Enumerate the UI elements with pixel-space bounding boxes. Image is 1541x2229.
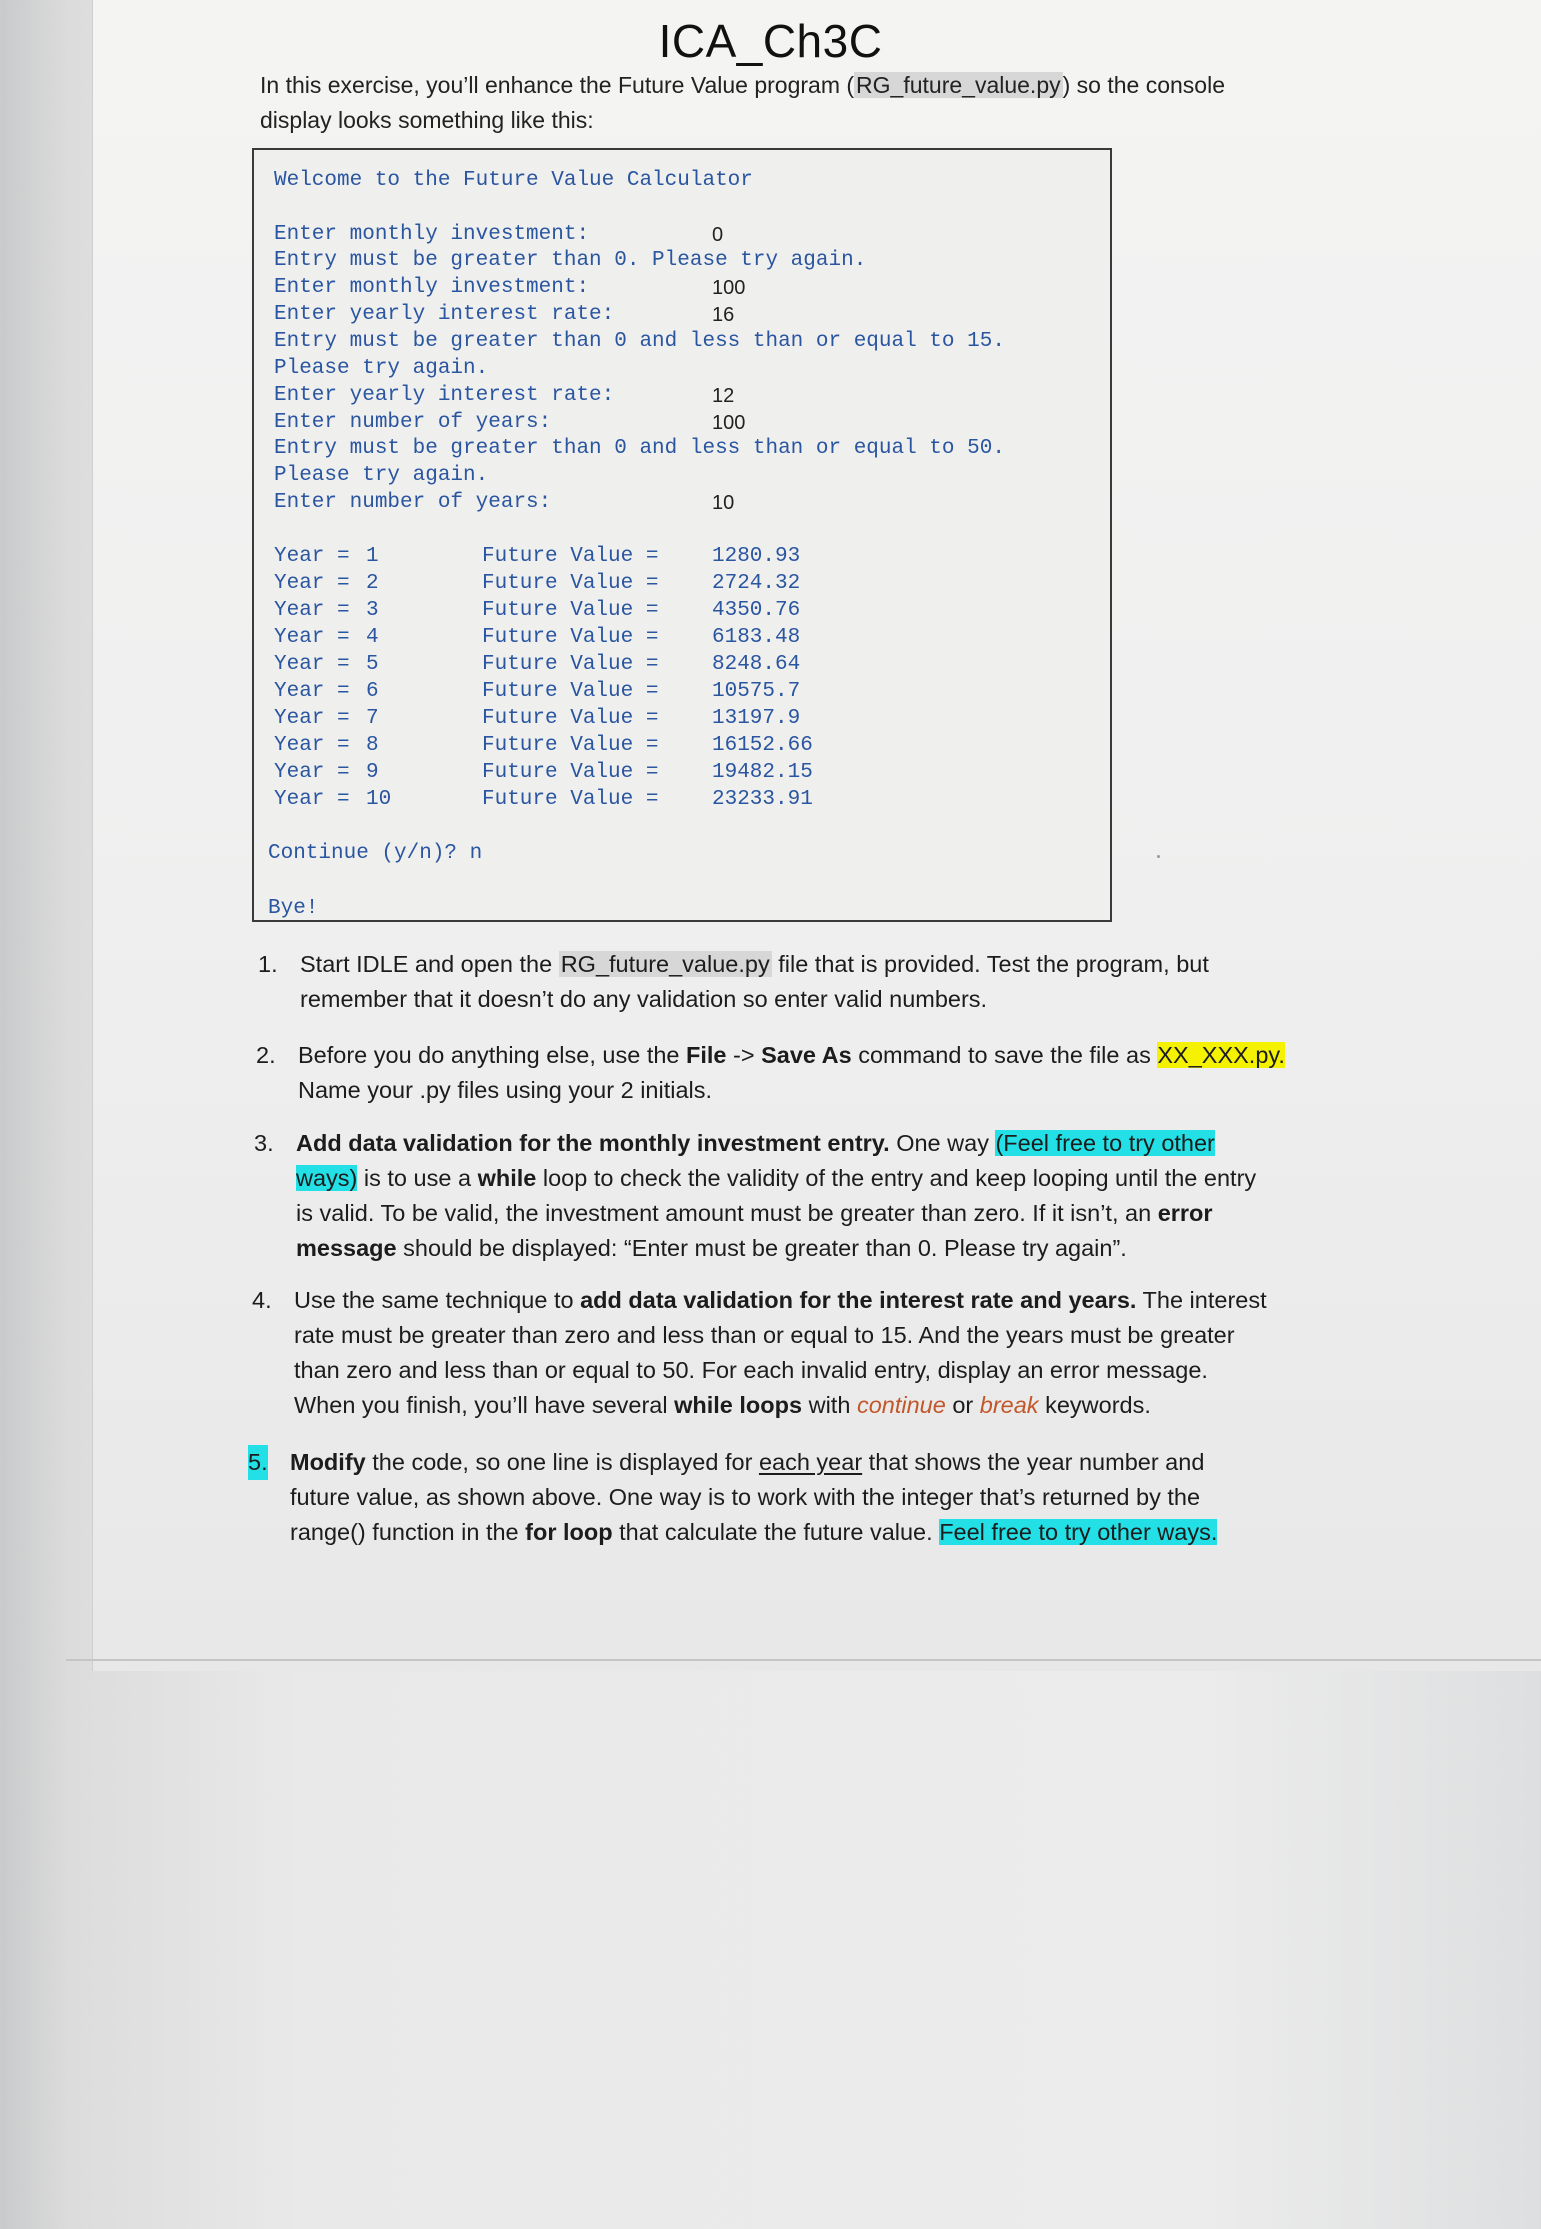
year-label: Year = <box>274 572 350 595</box>
step-text: Modify the code, so one line is displayed for each year that shows the year number and future value, as shown above. One way is to work with the integer that’s returned by the range() function in the for loop that calculate the future value. Feel free to try other ways. <box>290 1449 1218 1545</box>
fv-label: Future Value = <box>482 572 659 595</box>
page-title: ICA_Ch3C <box>658 15 883 67</box>
year-label: Year = <box>274 653 350 676</box>
console-prompt: Enter monthly investment: <box>274 223 590 246</box>
result-row <box>274 570 350 597</box>
console-error: Entry must be greater than 0 and less than or equal to 15. <box>274 330 1005 353</box>
console-welcome: Welcome to the Future Value Calculator <box>274 169 753 192</box>
step-text: Before you do anything else, use the File -> Save As command to save the file as XX_XXX.py. Name your .py files using your 2 initials. <box>298 1042 1285 1103</box>
cyan-highlight: ways) <box>296 1165 358 1191</box>
year-number: 10 <box>366 788 392 811</box>
year-number: 1 <box>366 545 379 568</box>
fv-label: Future Value = <box>482 707 659 730</box>
year-label: Year = <box>274 707 350 730</box>
year-label: Year = <box>274 788 350 811</box>
result-row <box>274 678 350 705</box>
result-row <box>274 624 350 651</box>
intro-text-2: ) so the console <box>1062 72 1225 98</box>
intro-paragraph <box>260 68 1320 138</box>
result-row <box>274 759 350 786</box>
keyword-break: break <box>979 1392 1039 1418</box>
year-label: Year = <box>274 599 350 622</box>
bye-message: Bye! <box>268 897 319 920</box>
continue-prompt: Continue (y/n)? n <box>268 842 483 865</box>
year-label: Year = <box>274 680 350 703</box>
result-row <box>274 786 350 813</box>
year-number: 2 <box>366 572 379 595</box>
fv-label: Future Value = <box>482 761 659 784</box>
fv-label: Future Value = <box>482 653 659 676</box>
fv-label: Future Value = <box>482 626 659 649</box>
fv-label: Future Value = <box>482 734 659 757</box>
result-row <box>274 732 350 759</box>
fv-label: Future Value = <box>482 680 659 703</box>
step-number: 5. <box>248 1445 268 1480</box>
year-number: 5 <box>366 653 379 676</box>
year-label: Year = <box>274 761 350 784</box>
fv-value: 6183.48 <box>712 626 801 649</box>
result-row <box>274 597 350 624</box>
step-number: 3. <box>254 1130 274 1156</box>
console-error: Entry must be greater than 0. Please try again. <box>274 249 867 272</box>
console-prompt: Enter yearly interest rate: <box>274 303 615 326</box>
fv-value: 16152.66 <box>712 734 813 757</box>
console-prompt: Enter number of years: <box>274 491 552 514</box>
console-input-value: 100 <box>712 412 746 434</box>
intro-filename: RG_future_value.py <box>856 72 1061 98</box>
step-number: 4. <box>252 1287 272 1313</box>
year-label: Year = <box>274 734 350 757</box>
result-row <box>274 705 350 732</box>
step-text: Start IDLE and open the RG_future_value.py file that is provided. Test the program, but remember that it doesn’t do any validation so enter valid numbers. <box>300 951 1209 1012</box>
step-text: Add data validation for the monthly investment entry. One way (Feel free to try other ways) is to use a while loop to check the validity of the entry and keep looping until the entry is valid. To be valid, the investment amount must be greater than zero. If it isn’t, an error message should be displayed: “Enter must be greater than 0. Please try again”. <box>296 1130 1257 1261</box>
fv-value: 8248.64 <box>712 653 801 676</box>
console-input-value: 10 <box>712 492 735 514</box>
fv-value: 10575.7 <box>712 680 801 703</box>
console-error: Please try again. <box>274 357 489 380</box>
underlined-text: each year <box>758 1449 863 1475</box>
cyan-highlight: (Feel free to try other <box>995 1130 1215 1156</box>
step-text: Use the same technique to add data validation for the interest rate and years. The interest rate must be greater than zero and less than or equal to 15. And the years must be greater than zero and less than or equal to 50. For each invalid entry, display an error message. When you finish, you’ll have several while loops with continue or break keywords. <box>294 1287 1267 1418</box>
console-input-value: 12 <box>712 385 735 407</box>
filename-highlight: RG_future_value.py <box>560 951 770 977</box>
console-error: Entry must be greater than 0 and less than or equal to 50. <box>274 437 1005 460</box>
result-row <box>274 651 350 678</box>
fv-label: Future Value = <box>482 788 659 811</box>
fv-value: 4350.76 <box>712 599 801 622</box>
console-input-value: 100 <box>712 277 746 299</box>
fv-value: 1280.93 <box>712 545 801 568</box>
save-as-command: Save As <box>761 1042 852 1068</box>
fv-value: 2724.32 <box>712 572 801 595</box>
year-number: 8 <box>366 734 379 757</box>
intro-line-2: display looks something like this: <box>260 107 594 133</box>
console-input-value: 0 <box>712 224 724 246</box>
fv-label: Future Value = <box>482 545 659 568</box>
keyword-continue: continue <box>856 1392 946 1418</box>
step-number: 1. <box>258 951 278 977</box>
year-number: 9 <box>366 761 379 784</box>
year-number: 6 <box>366 680 379 703</box>
year-number: 3 <box>366 599 379 622</box>
year-label: Year = <box>274 626 350 649</box>
year-number: 4 <box>366 626 379 649</box>
step-number: 2. <box>256 1042 276 1068</box>
file-menu: File <box>686 1042 727 1068</box>
fv-value: 23233.91 <box>712 788 813 811</box>
console-output-box <box>252 148 1112 922</box>
stray-mark <box>1157 855 1160 858</box>
cyan-highlight: Feel free to try other ways. <box>939 1519 1218 1545</box>
year-label: Year = <box>274 545 350 568</box>
console-error: Please try again. <box>274 464 489 487</box>
yellow-highlight: XX_XXX.py. <box>1157 1042 1285 1068</box>
console-prompt: Enter monthly investment: <box>274 276 590 299</box>
year-number: 7 <box>366 707 379 730</box>
console-prompt: Enter yearly interest rate: <box>274 384 615 407</box>
console-prompt: Enter number of years: <box>274 411 552 434</box>
fv-label: Future Value = <box>482 599 659 622</box>
intro-text: In this exercise, you’ll enhance the Future Value program ( <box>260 72 855 98</box>
result-row <box>274 543 350 570</box>
fv-value: 19482.15 <box>712 761 813 784</box>
console-input-value: 16 <box>712 304 735 326</box>
fv-value: 13197.9 <box>712 707 801 730</box>
